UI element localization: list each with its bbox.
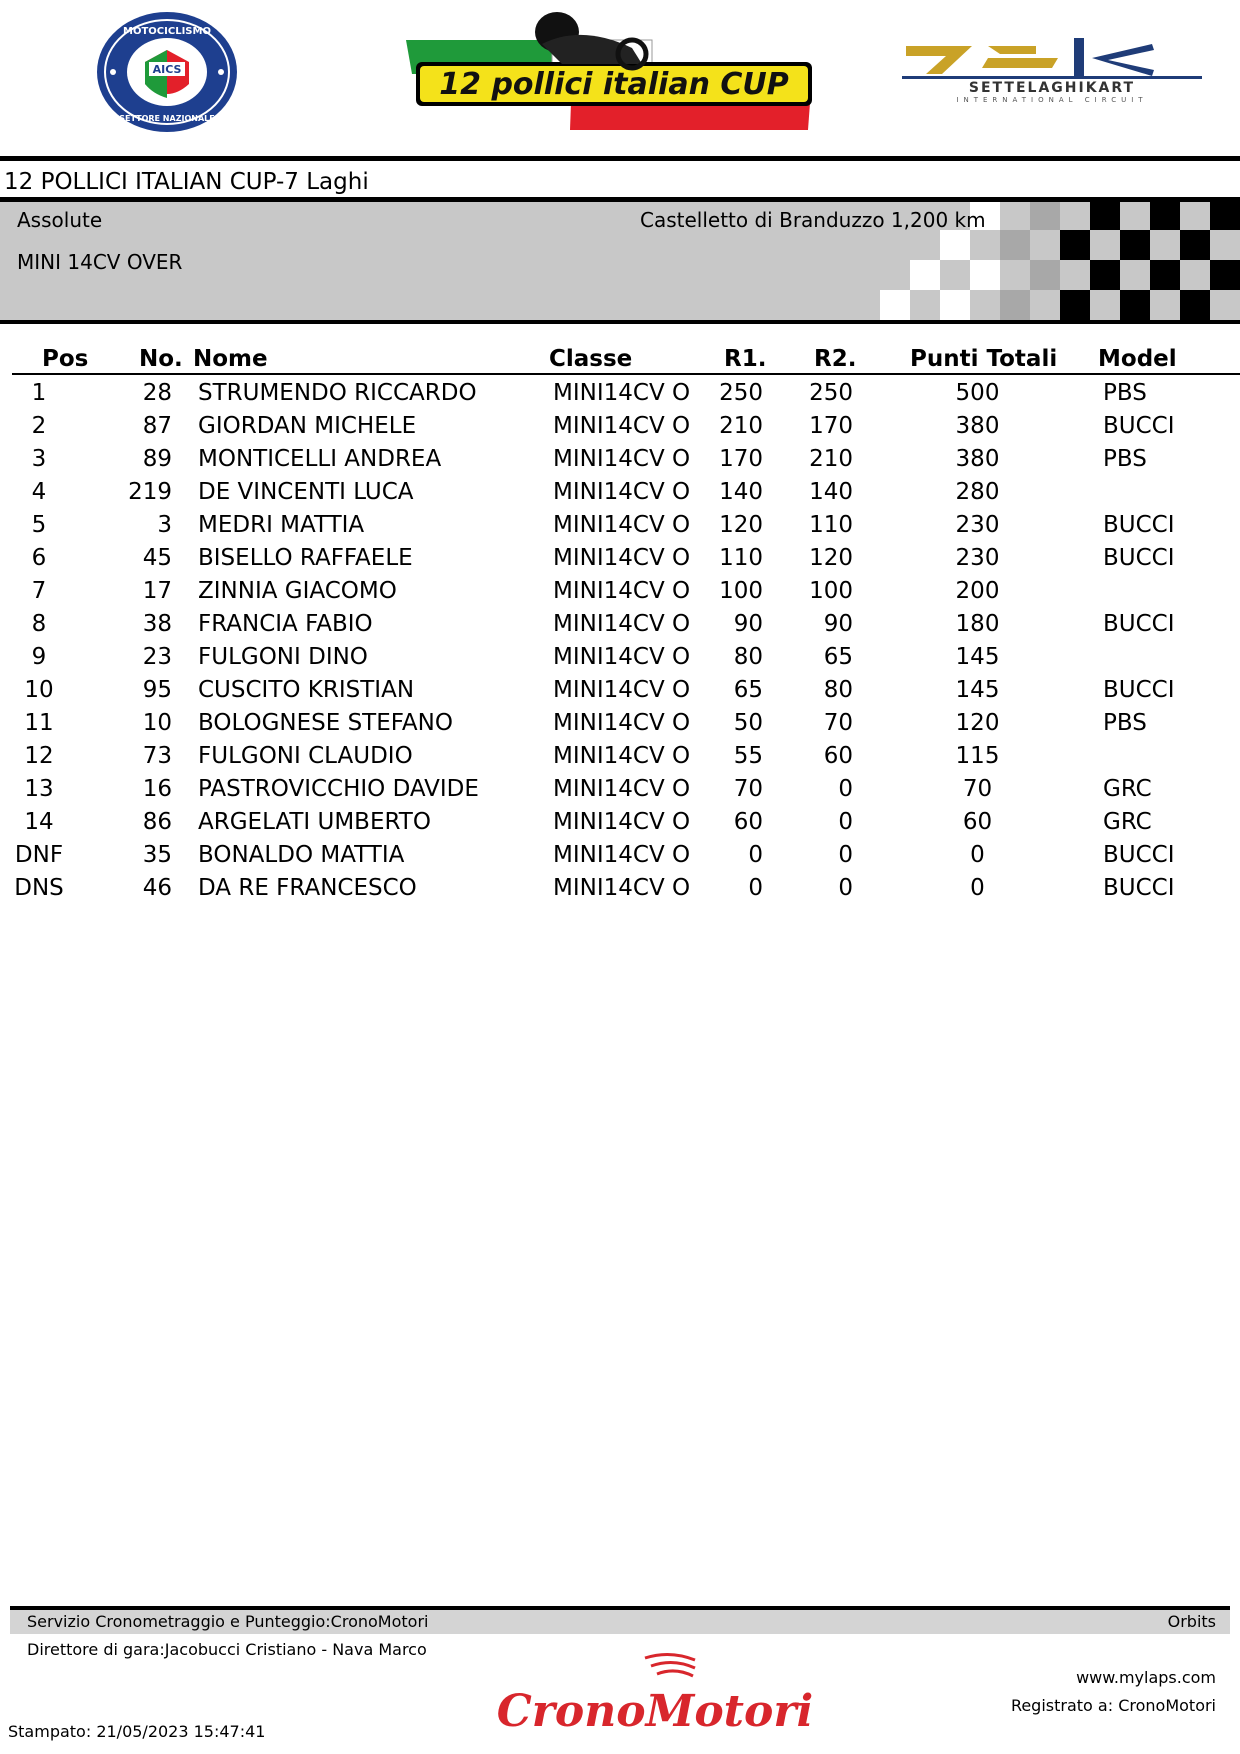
cell-r1: 90 — [733, 611, 763, 637]
table-row — [0, 674, 1240, 707]
cell-name: PASTROVICCHIO DAVIDE — [198, 776, 479, 802]
cronomotori-text: CronoMotori — [496, 1686, 814, 1737]
cronomotori-logo — [495, 1648, 815, 1738]
cell-r1: 65 — [733, 677, 763, 703]
cell-class: MINI14CV O — [553, 578, 691, 604]
cell-class: MINI14CV O — [553, 743, 691, 769]
cell-model: BUCCI — [1103, 545, 1175, 571]
table-row — [0, 575, 1240, 608]
col-header-r2: R2. — [814, 346, 857, 372]
cell-pos: 13 — [24, 776, 54, 802]
cell-pos: 10 — [24, 677, 54, 703]
cell-r2: 65 — [823, 644, 853, 670]
cell-r2: 210 — [809, 446, 853, 472]
cell-r1: 70 — [733, 776, 763, 802]
col-header-pos: Pos — [42, 346, 89, 372]
cell-r2: 90 — [823, 611, 853, 637]
cell-class: MINI14CV O — [553, 413, 691, 439]
event-title: 12 POLLICI ITALIAN CUP-7 Laghi — [4, 169, 369, 195]
cell-pos: 1 — [31, 380, 47, 406]
cell-pos: 8 — [31, 611, 47, 637]
cell-no: 73 — [142, 743, 172, 769]
aics-motociclismo-logo — [93, 10, 241, 134]
table-row — [0, 740, 1240, 773]
cell-r1: 0 — [748, 842, 763, 868]
cell-class: MINI14CV O — [553, 611, 691, 637]
cell-r2: 80 — [823, 677, 853, 703]
cell-pos: 9 — [31, 644, 47, 670]
table-row — [0, 806, 1240, 839]
cell-r2: 110 — [809, 512, 853, 538]
cell-model: BUCCI — [1103, 842, 1175, 868]
cell-r1: 120 — [719, 512, 763, 538]
timing-service-text: Servizio Cronometraggio e Punteggio:CronoMotori — [27, 1612, 429, 1631]
cell-no: 35 — [142, 842, 172, 868]
cell-total: 200 — [955, 578, 1000, 604]
cell-pos: 5 — [31, 512, 47, 538]
cell-pos: 2 — [31, 413, 47, 439]
cell-r2: 0 — [838, 875, 853, 901]
col-header-model: Model — [1098, 346, 1177, 372]
cell-r2: 0 — [838, 842, 853, 868]
cell-no: 46 — [142, 875, 172, 901]
cell-class: MINI14CV O — [553, 479, 691, 505]
cell-r2: 120 — [809, 545, 853, 571]
cell-total: 120 — [955, 710, 1000, 736]
cell-total: 115 — [955, 743, 1000, 769]
12-pollici-italian-cup-logo — [402, 4, 812, 132]
cell-pos: 11 — [24, 710, 54, 736]
aics-bottom-text: SETTORE NAZIONALE — [119, 114, 215, 123]
cell-r2: 250 — [809, 380, 853, 406]
cell-r2: 170 — [809, 413, 853, 439]
cell-pos: 4 — [31, 479, 47, 505]
cell-model: PBS — [1103, 380, 1147, 406]
cell-total: 145 — [955, 644, 1000, 670]
table-row — [0, 509, 1240, 542]
cell-name: BOLOGNESE STEFANO — [198, 710, 453, 736]
cell-no: 16 — [142, 776, 172, 802]
cell-pos: 7 — [31, 578, 47, 604]
aics-top-text: MOTOCICLISMO — [123, 26, 211, 37]
cell-no: 87 — [142, 413, 172, 439]
category-label: MINI 14CV OVER — [17, 250, 183, 274]
cell-model: GRC — [1103, 809, 1152, 835]
table-row — [0, 641, 1240, 674]
registered-to-text: Registrato a: CronoMotori — [1010, 1696, 1216, 1715]
aics-text: AICS — [152, 63, 182, 76]
race-director-text: Direttore di gara:Jacobucci Cristiano - Nava Marco — [27, 1640, 427, 1659]
cell-r1: 50 — [733, 710, 763, 736]
cell-name: GIORDAN MICHELE — [198, 413, 417, 439]
cell-model: BUCCI — [1103, 413, 1175, 439]
cell-r2: 70 — [823, 710, 853, 736]
cell-name: ZINNIA GIACOMO — [198, 578, 397, 604]
cell-r2: 0 — [838, 809, 853, 835]
col-header-name: Nome — [193, 346, 268, 372]
cell-pos: 3 — [31, 446, 47, 472]
cell-name: MEDRI MATTIA — [198, 512, 365, 538]
cell-total: 380 — [955, 413, 1000, 439]
table-row — [0, 377, 1240, 410]
cell-name: FULGONI CLAUDIO — [198, 743, 413, 769]
cell-class: MINI14CV O — [553, 776, 691, 802]
cell-no: 95 — [142, 677, 172, 703]
cell-r1: 55 — [733, 743, 763, 769]
cell-class: MINI14CV O — [553, 380, 691, 406]
header-bottom-rule — [0, 320, 1240, 324]
cell-name: MONTICELLI ANDREA — [198, 446, 442, 472]
cell-model: PBS — [1103, 710, 1147, 736]
cell-no: 28 — [142, 380, 172, 406]
table-row — [0, 443, 1240, 476]
cell-no: 38 — [142, 611, 172, 637]
table-row — [0, 410, 1240, 443]
cell-r2: 140 — [809, 479, 853, 505]
col-header-r1: R1. — [724, 346, 767, 372]
col-header-total: Punti Totali — [910, 346, 1058, 372]
table-row — [0, 839, 1240, 872]
classification-label: Assolute — [17, 208, 103, 232]
cell-total: 500 — [955, 380, 1000, 406]
cell-name: STRUMENDO RICCARDO — [198, 380, 477, 406]
cell-pos: 14 — [24, 809, 54, 835]
mylaps-link[interactable]: www.mylaps.com — [1076, 1668, 1216, 1687]
location-label: Castelletto di Branduzzo 1,200 km — [640, 208, 986, 232]
cell-pos: DNS — [14, 875, 64, 901]
cell-model: GRC — [1103, 776, 1152, 802]
cell-name: DE VINCENTI LUCA — [198, 479, 414, 505]
cell-no: 45 — [142, 545, 172, 571]
cell-r1: 110 — [719, 545, 763, 571]
table-row — [0, 773, 1240, 806]
cell-total: 0 — [970, 875, 985, 901]
cup-logo-text: 12 pollici italian CUP — [439, 67, 789, 102]
cell-no: 10 — [142, 710, 172, 736]
cell-class: MINI14CV O — [553, 875, 691, 901]
cell-total: 280 — [955, 479, 1000, 505]
cell-r2: 60 — [823, 743, 853, 769]
cell-name: ARGELATI UMBERTO — [198, 809, 431, 835]
cell-r1: 0 — [748, 875, 763, 901]
cell-total: 230 — [955, 512, 1000, 538]
cell-pos: 12 — [24, 743, 54, 769]
cell-class: MINI14CV O — [553, 710, 691, 736]
cell-total: 180 — [955, 611, 1000, 637]
cell-name: BONALDO MATTIA — [198, 842, 405, 868]
cell-pos: 6 — [31, 545, 47, 571]
cell-class: MINI14CV O — [553, 512, 691, 538]
cell-model: BUCCI — [1103, 512, 1175, 538]
cell-r1: 140 — [719, 479, 763, 505]
table-row — [0, 872, 1240, 905]
cell-model: BUCCI — [1103, 611, 1175, 637]
cell-r1: 60 — [733, 809, 763, 835]
header-top-rule — [0, 156, 1240, 161]
cell-class: MINI14CV O — [553, 677, 691, 703]
col-header-no: No. — [139, 346, 183, 372]
cell-r1: 170 — [719, 446, 763, 472]
cell-no: 3 — [157, 512, 172, 538]
cell-r2: 100 — [809, 578, 853, 604]
table-row — [0, 476, 1240, 509]
cell-r1: 250 — [719, 380, 763, 406]
cell-name: BISELLO RAFFAELE — [198, 545, 413, 571]
cell-no: 23 — [142, 644, 172, 670]
cell-r1: 100 — [719, 578, 763, 604]
cell-total: 230 — [955, 545, 1000, 571]
orbits-text: Orbits — [1167, 1612, 1216, 1631]
international-circuit-text: INTERNATIONAL CIRCUIT — [956, 96, 1148, 104]
cell-name: DA RE FRANCESCO — [198, 875, 417, 901]
printed-timestamp: Stampato: 21/05/2023 15:47:41 — [8, 1722, 266, 1741]
cell-total: 60 — [962, 809, 993, 835]
cell-class: MINI14CV O — [553, 842, 691, 868]
cell-no: 17 — [142, 578, 172, 604]
cell-model: PBS — [1103, 446, 1147, 472]
cell-class: MINI14CV O — [553, 809, 691, 835]
cell-no: 86 — [142, 809, 172, 835]
cell-total: 0 — [970, 842, 985, 868]
cell-total: 70 — [962, 776, 993, 802]
cell-r1: 80 — [733, 644, 763, 670]
settelaghikart-text: SETTELAGHIKART — [968, 80, 1136, 96]
table-row — [0, 707, 1240, 740]
table-row — [0, 608, 1240, 641]
cell-model: BUCCI — [1103, 677, 1175, 703]
cell-name: FRANCIA FABIO — [198, 611, 373, 637]
cell-r2: 0 — [838, 776, 853, 802]
cell-r1: 210 — [719, 413, 763, 439]
cell-model: BUCCI — [1103, 875, 1175, 901]
cell-total: 380 — [955, 446, 1000, 472]
cell-name: CUSCITO KRISTIAN — [198, 677, 415, 703]
table-row — [0, 542, 1240, 575]
cell-class: MINI14CV O — [553, 644, 691, 670]
cell-no: 219 — [128, 479, 172, 505]
cell-class: MINI14CV O — [553, 545, 691, 571]
settelaghikart-logo — [902, 38, 1202, 104]
cell-pos: DNF — [14, 842, 64, 868]
col-header-class: Classe — [549, 346, 633, 372]
cell-name: FULGONI DINO — [198, 644, 368, 670]
table-header-rule — [12, 373, 1240, 375]
cell-total: 145 — [955, 677, 1000, 703]
cell-class: MINI14CV O — [553, 446, 691, 472]
cell-no: 89 — [142, 446, 172, 472]
